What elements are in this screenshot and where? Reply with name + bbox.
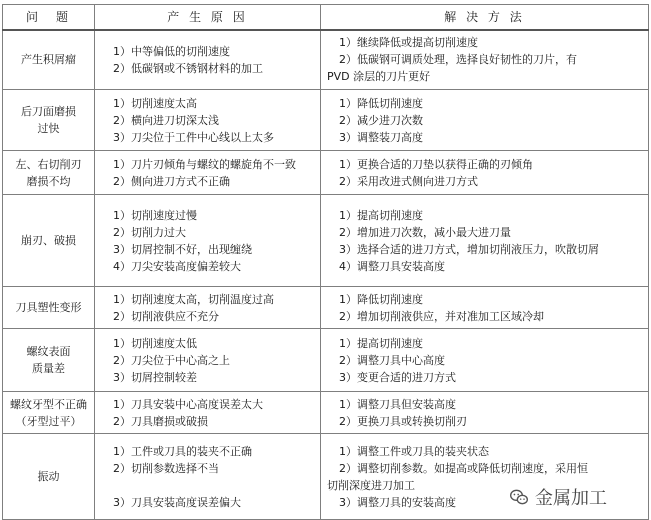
solution-cell xyxy=(321,151,649,195)
solution-item: 2）减少进刀次数 xyxy=(339,113,423,127)
problem-text: 过快 xyxy=(37,122,60,135)
solution-cell xyxy=(321,90,649,151)
solution-item: 1）降低切削速度 xyxy=(339,96,423,110)
header-row xyxy=(3,5,649,30)
problem-text: 刀具塑性变形 xyxy=(15,301,82,314)
solution-item: 2）更换刀具或转换切削刃 xyxy=(339,414,467,428)
problem-text: 螺纹表面 xyxy=(26,345,71,358)
cause-item: 4）刀尖安装高度偏差较大 xyxy=(113,259,241,273)
table-row xyxy=(3,329,649,392)
table-row xyxy=(3,151,649,195)
spacer xyxy=(113,477,314,494)
solution-item: 2）采用改进式侧向进刀方式 xyxy=(339,174,478,188)
cause-item: 1）中等偏低的切削速度 xyxy=(113,44,230,58)
cause-cell xyxy=(95,195,321,287)
solution-item: 3）变更合适的进刀方式 xyxy=(339,370,456,384)
problem-text: 螺纹牙型不正确 xyxy=(10,397,87,411)
cause-item: 2）侧向进刀方式不正确 xyxy=(113,174,230,188)
problem-text: 左、右切削刃 xyxy=(15,157,82,171)
solution-item: 2）增加进刀次数，减小最大进刀量 xyxy=(339,225,511,239)
problem-cell xyxy=(3,434,95,520)
cause-item: 1）刀具安装中心高度误差太大 xyxy=(113,397,263,411)
problem-cell xyxy=(3,392,95,434)
solution-cell xyxy=(321,195,649,287)
header-problem: 问 题 xyxy=(3,5,95,30)
solution-item: 2）调整切削参数。如提高或降低切削速度，采用恒 xyxy=(339,461,588,475)
solution-item: 切削深度进刀加工 xyxy=(327,478,415,492)
solution-item: 1）更换合适的刀垫以获得正确的刃倾角 xyxy=(339,157,533,171)
solution-item: 1）调整刀具但安装高度 xyxy=(339,397,456,411)
problem-text: 振动 xyxy=(37,470,60,483)
solution-item: 1）降低切削速度 xyxy=(339,292,423,306)
solution-item: 2）增加切削液供应，并对准加工区域冷却 xyxy=(339,309,544,323)
solution-item: 1）调整工件或刀具的装夹状态 xyxy=(339,444,489,458)
cause-cell xyxy=(95,30,321,90)
cause-item: 2）低碳钢或不锈钢材料的加工 xyxy=(113,61,263,75)
solution-item: 3）调整刀具的安装高度 xyxy=(339,495,456,509)
solution-item: 1）提高切削速度 xyxy=(339,208,423,222)
cause-cell xyxy=(95,287,321,329)
cause-item: 1）切削速度太高，切削温度过高 xyxy=(113,292,274,306)
table-row xyxy=(3,392,649,434)
cause-item: 1）工件或刀具的装夹不正确 xyxy=(113,444,252,458)
solution-item: 3）选择合适的进刀方式，增加切削液压力，吹散切屑 xyxy=(339,242,599,256)
solution-item: 2）调整刀具中心高度 xyxy=(339,353,445,367)
problem-text: 质量差 xyxy=(32,362,65,375)
solution-cell xyxy=(321,329,649,392)
problem-cell xyxy=(3,151,95,195)
cause-item: 2）切削参数选择不当 xyxy=(113,461,219,475)
solution-item: 2）低碳钢可调质处理，选择良好韧性的刀片，有 xyxy=(339,53,577,67)
problem-text: （牙型过平） xyxy=(15,414,82,428)
solution-item: 4）调整刀具安装高度 xyxy=(339,259,445,273)
table-row xyxy=(3,30,649,90)
cause-item: 2）切削液供应不充分 xyxy=(113,309,219,323)
cause-item: 2）切削力过大 xyxy=(113,225,186,239)
problem-text: 磨损不均 xyxy=(26,174,71,188)
solution-cell xyxy=(321,30,649,90)
watermark-text: 金属加工 xyxy=(535,488,607,509)
problem-cell xyxy=(3,195,95,287)
cause-item: 3）切屑控制不好，出现缠绕 xyxy=(113,242,252,256)
cause-item: 2）刀尖位于中心高之上 xyxy=(113,353,230,367)
solution-item: 1）提高切削速度 xyxy=(339,336,423,350)
troubleshooting-table xyxy=(2,4,649,520)
wechat-icon xyxy=(509,487,529,507)
table-row xyxy=(3,287,649,329)
watermark xyxy=(505,482,611,512)
solution-item: 3）调整装刀高度 xyxy=(339,130,423,144)
cause-cell xyxy=(95,392,321,434)
cause-item: 2）刀具磨损或破损 xyxy=(113,414,208,428)
table-row xyxy=(3,90,649,151)
cause-item: 1）切削速度太低 xyxy=(113,336,197,350)
header-cause: 产 生 原 因 xyxy=(95,5,321,30)
cause-item: 1）切削速度太高 xyxy=(113,96,197,110)
problem-cell xyxy=(3,90,95,151)
cause-item: 2）横向进刀切深太浅 xyxy=(113,113,219,127)
solution-cell xyxy=(321,392,649,434)
problem-cell xyxy=(3,287,95,329)
cause-item: 1）切削速度过慢 xyxy=(113,208,197,222)
cause-item: 3）刀具安装高度误差偏大 xyxy=(113,495,241,509)
problem-cell xyxy=(3,30,95,90)
cause-cell xyxy=(95,151,321,195)
cause-cell xyxy=(95,329,321,392)
solution-item: PVD 涂层的刀片更好 xyxy=(327,70,431,84)
header-solution: 解 决 方 法 xyxy=(321,5,649,30)
problem-text: 产生积屑瘤 xyxy=(21,53,76,67)
cause-item: 1）刀片刃倾角与螺纹的螺旋角不一致 xyxy=(113,157,296,171)
solution-cell xyxy=(321,287,649,329)
cause-cell xyxy=(95,90,321,151)
problem-text: 后刀面磨损 xyxy=(21,105,76,118)
cause-cell xyxy=(95,434,321,520)
problem-cell xyxy=(3,329,95,392)
cause-item: 3）切屑控制较差 xyxy=(113,370,197,384)
problem-text: 崩刃、破损 xyxy=(21,234,76,247)
table-row xyxy=(3,195,649,287)
solution-item: 1）继续降低或提高切削速度 xyxy=(339,36,478,50)
cause-item: 3）刀尖位于工件中心线以上太多 xyxy=(113,130,274,144)
